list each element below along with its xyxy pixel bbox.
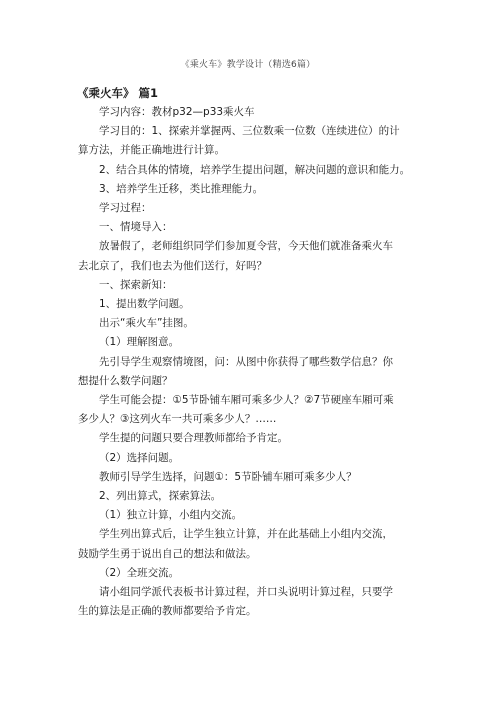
paragraph-line: 鼓励学生勇于说出自己的想法和做法。 bbox=[78, 547, 257, 560]
paragraph-line: （1）理解图意。 bbox=[99, 336, 180, 349]
paragraph-line: 一、情境导入： bbox=[99, 221, 173, 234]
paragraph-line: 出示“乘火车”挂图。 bbox=[99, 317, 194, 330]
document-title: 《乘火车》教学设计（精选6篇） bbox=[180, 60, 316, 70]
paragraph-line: 1、提出数学问题。 bbox=[99, 298, 190, 311]
paragraph-line: （2）全班交流。 bbox=[99, 566, 180, 579]
document-body bbox=[78, 103, 438, 621]
paragraph-line: 放暑假了，老师组织同学们参加夏令营，今天他们就准备乘火车 bbox=[99, 240, 393, 253]
paragraph-line: 学生可能会提：①5节卧铺车厢可乘多少人？②7节硬座车厢可乘 bbox=[99, 394, 394, 407]
paragraph-line: （1）独立计算，小组内交流。 bbox=[99, 509, 243, 522]
paragraph-line: 3、培养学生迁移，类比推理能力。 bbox=[99, 182, 264, 195]
paragraph-line: 学习目的：1、探索并掌握两、三位数乘一位数（连续进位）的计 bbox=[99, 125, 400, 138]
paragraph-line: 2、结合具体的情境，培养学生提出问题，解决问题的意识和能力。 bbox=[99, 163, 411, 176]
paragraph-line: 学习内容：教材p32—p33乘火车 bbox=[99, 106, 255, 118]
paragraph-line: 去北京了，我们也去为他们送行，好吗？ bbox=[78, 259, 267, 272]
paragraph-line: 教师引导学生选择，问题①：5节卧铺车厢可乘多少人？ bbox=[99, 470, 357, 483]
paragraph-line: 算方法，并能正确地进行计算。 bbox=[78, 144, 225, 157]
paragraph-line: 学习过程： bbox=[99, 202, 152, 215]
paragraph-line: 一、探索新知： bbox=[99, 278, 173, 291]
paragraph-line: 多少人？③这列火车一共可乘多少人？…… bbox=[78, 413, 277, 426]
paragraph-line: 想提什么数学问题？ bbox=[78, 374, 173, 387]
paragraph-line: 先引导学生观察情境图，问：从图中你获得了哪些数学信息？你 bbox=[99, 355, 393, 368]
section-title: 《乘火车》 篇1 bbox=[77, 86, 159, 100]
paragraph-line: 学生列出算式后，让学生独立计算，并在此基础上小组内交流， bbox=[99, 528, 393, 541]
paragraph-line: 2、列出算式，探索算法。 bbox=[99, 490, 222, 503]
paragraph-line: （2）选择问题。 bbox=[99, 451, 180, 464]
paragraph-line: 学生提的问题只要合理教师都给予肯定。 bbox=[99, 432, 288, 445]
paragraph-line: 生的算法是正确的教师都要给予肯定。 bbox=[78, 605, 257, 618]
paragraph-line: 请小组同学派代表板书计算过程，并口头说明计算过程，只要学 bbox=[99, 586, 393, 599]
